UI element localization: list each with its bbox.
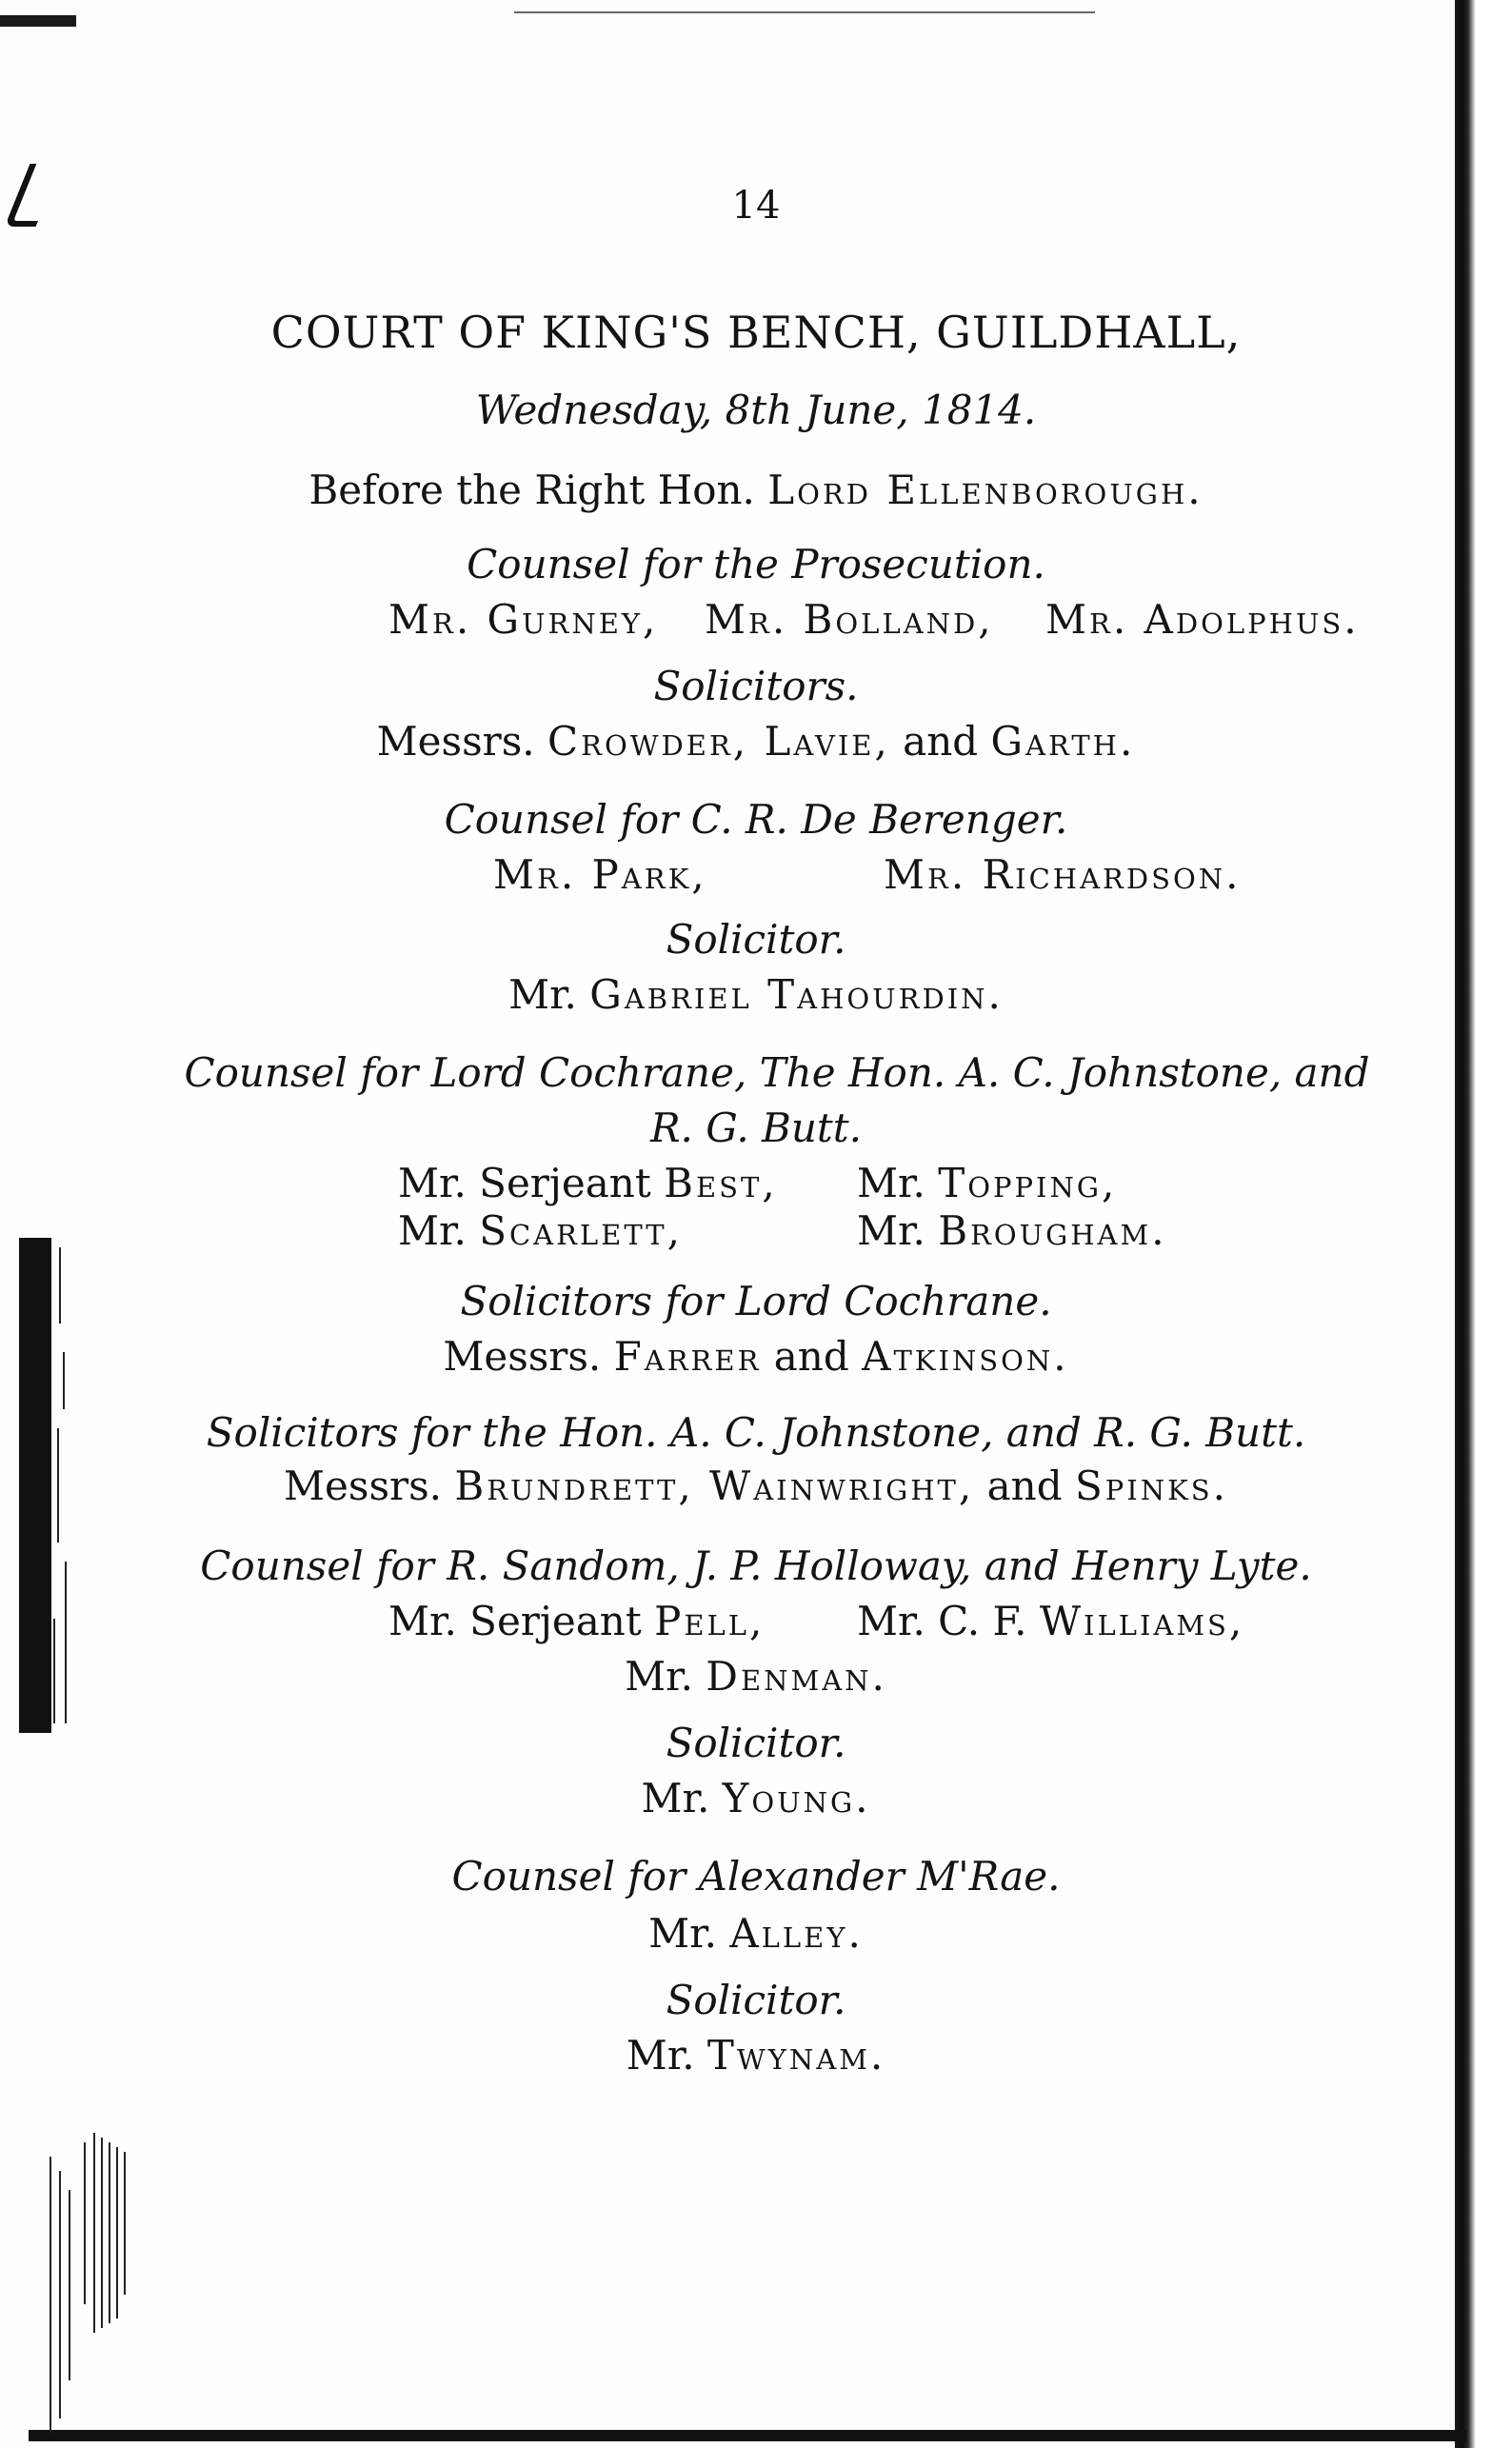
sandom-solicitor-name: Young.	[722, 1775, 871, 1821]
prosecution-solicitors-line	[0, 718, 1512, 765]
sandom-counsel-2-prefix: Mr. C. F.	[857, 1598, 1027, 1644]
cochrane-counsel-left-1-prefix: Mr. Serjeant	[398, 1160, 651, 1206]
sandom-solicitor-heading: Solicitor.	[666, 1720, 846, 1766]
sandom-counsel-3-prefix: Mr.	[625, 1653, 693, 1700]
cochrane-counsel-heading-2: R. G. Butt.	[649, 1105, 863, 1151]
scan-corner-mark	[0, 15, 76, 27]
sandom-solicitor-line	[0, 1775, 1512, 1821]
cochrane-solicitors-first: Farrer	[613, 1333, 762, 1380]
cochrane-counsel-right-2	[857, 1207, 1167, 1254]
scan-right-edge	[1455, 0, 1512, 2448]
mcrae-counsel-heading: Counsel for Alexander M'Rae.	[451, 1853, 1061, 1900]
mcrae-solicitor-name: Twynam.	[706, 2032, 886, 2079]
prosecution-solicitors-prefix: Messrs.	[376, 718, 535, 765]
prosecution-solicitors-last: Garth.	[990, 718, 1136, 765]
prosecution-counsel-2: Mr. Bolland,	[705, 596, 994, 643]
johnstone-butt-solicitors-prefix: Messrs.	[284, 1463, 442, 1509]
johnstone-butt-solicitors-line	[0, 1463, 1512, 1509]
prosecution-counsel-heading: Counsel for the Prosecution.	[467, 541, 1045, 587]
mcrae-counsel-name: Alley.	[729, 1910, 864, 1957]
presiding-judge-line	[0, 467, 1512, 513]
prosecution-solicitors-names: Crowder, Lavie,	[547, 718, 890, 765]
cochrane-counsel-left-2	[398, 1207, 683, 1254]
cochrane-counsel-right-1	[857, 1160, 1118, 1206]
sandom-solicitor-prefix: Mr.	[641, 1775, 710, 1821]
hearing-date: Wednesday, 8th June, 1814.	[475, 387, 1037, 433]
de-berenger-solicitor-heading: Solicitor.	[666, 916, 846, 963]
johnstone-butt-solicitors-heading: Solicitors for the Hon. A. C. Johnstone, and R. G. Butt.	[206, 1409, 1306, 1456]
cochrane-counsel-heading-1: Counsel for Lord Cochrane, The Hon. A. C. Johnstone, and	[184, 1049, 1370, 1096]
prosecution-solicitors-and: and	[903, 718, 979, 765]
judge-name: Lord Ellenborough.	[767, 467, 1204, 513]
cochrane-counsel-left-1-name: Best,	[664, 1160, 778, 1206]
sandom-counsel-3-name: Denman.	[706, 1653, 887, 1700]
cochrane-solicitors-line	[0, 1333, 1512, 1380]
de-berenger-solicitor-line	[0, 971, 1512, 1018]
de-berenger-solicitor-name: Gabriel Tahourdin.	[589, 971, 1004, 1018]
cochrane-counsel-left-2-prefix: Mr.	[398, 1207, 467, 1254]
cochrane-counsel-left-2-name: Scarlett,	[479, 1207, 683, 1254]
cochrane-solicitors-last: Atkinson.	[862, 1333, 1069, 1380]
scan-top-rule	[514, 11, 1095, 13]
de-berenger-solicitor-prefix: Mr.	[508, 971, 577, 1018]
cochrane-solicitors-heading: Solicitors for Lord Cochrane.	[460, 1278, 1052, 1324]
de-berenger-counsel-heading: Counsel for C. R. De Berenger.	[444, 796, 1068, 843]
mcrae-solicitor-line	[0, 2032, 1512, 2079]
sandom-counsel-1-name: Pell,	[654, 1598, 766, 1644]
sandom-counsel-2	[857, 1598, 1245, 1644]
mcrae-counsel-prefix: Mr.	[648, 1910, 717, 1957]
mcrae-solicitor-heading: Solicitor.	[666, 1977, 846, 2023]
scan-bottom-edge	[29, 2430, 1466, 2441]
court-heading: COURT OF KING'S BENCH, GUILDHALL,	[270, 307, 1242, 358]
sandom-counsel-3	[0, 1653, 1512, 1700]
sandom-counsel-heading: Counsel for R. Sandom, J. P. Holloway, and Henry Lyte.	[200, 1542, 1312, 1589]
cochrane-counsel-right-1-prefix: Mr.	[857, 1160, 925, 1206]
prosecution-solicitors-heading: Solicitors.	[653, 663, 859, 709]
de-berenger-counsel-2: Mr. Richardson.	[884, 851, 1242, 898]
before-prefix: Before the Right Hon.	[308, 467, 755, 513]
cochrane-solicitors-and: and	[773, 1333, 849, 1380]
johnstone-butt-solicitors-names: Brundrett, Wainwright,	[454, 1463, 975, 1509]
de-berenger-counsel-1: Mr. Park,	[493, 851, 707, 898]
cochrane-counsel-right-2-prefix: Mr.	[857, 1207, 925, 1254]
johnstone-butt-solicitors-last: Spinks.	[1074, 1463, 1228, 1509]
cochrane-counsel-left-1	[398, 1160, 778, 1206]
mcrae-solicitor-prefix: Mr.	[626, 2032, 695, 2079]
prosecution-counsel-1: Mr. Gurney,	[388, 596, 659, 643]
cochrane-counsel-right-1-name: Topping,	[938, 1160, 1118, 1206]
johnstone-butt-solicitors-and: and	[986, 1463, 1063, 1509]
cochrane-counsel-right-2-name: Brougham.	[938, 1207, 1167, 1254]
sandom-counsel-1	[388, 1598, 766, 1644]
cochrane-solicitors-prefix: Messrs.	[443, 1333, 602, 1380]
sandom-counsel-1-prefix: Mr. Serjeant	[388, 1598, 642, 1644]
page-number: 14	[731, 184, 781, 228]
sandom-counsel-2-name: Williams,	[1039, 1598, 1245, 1644]
prosecution-counsel-3: Mr. Adolphus.	[1045, 596, 1360, 643]
mcrae-counsel-line	[0, 1910, 1512, 1957]
